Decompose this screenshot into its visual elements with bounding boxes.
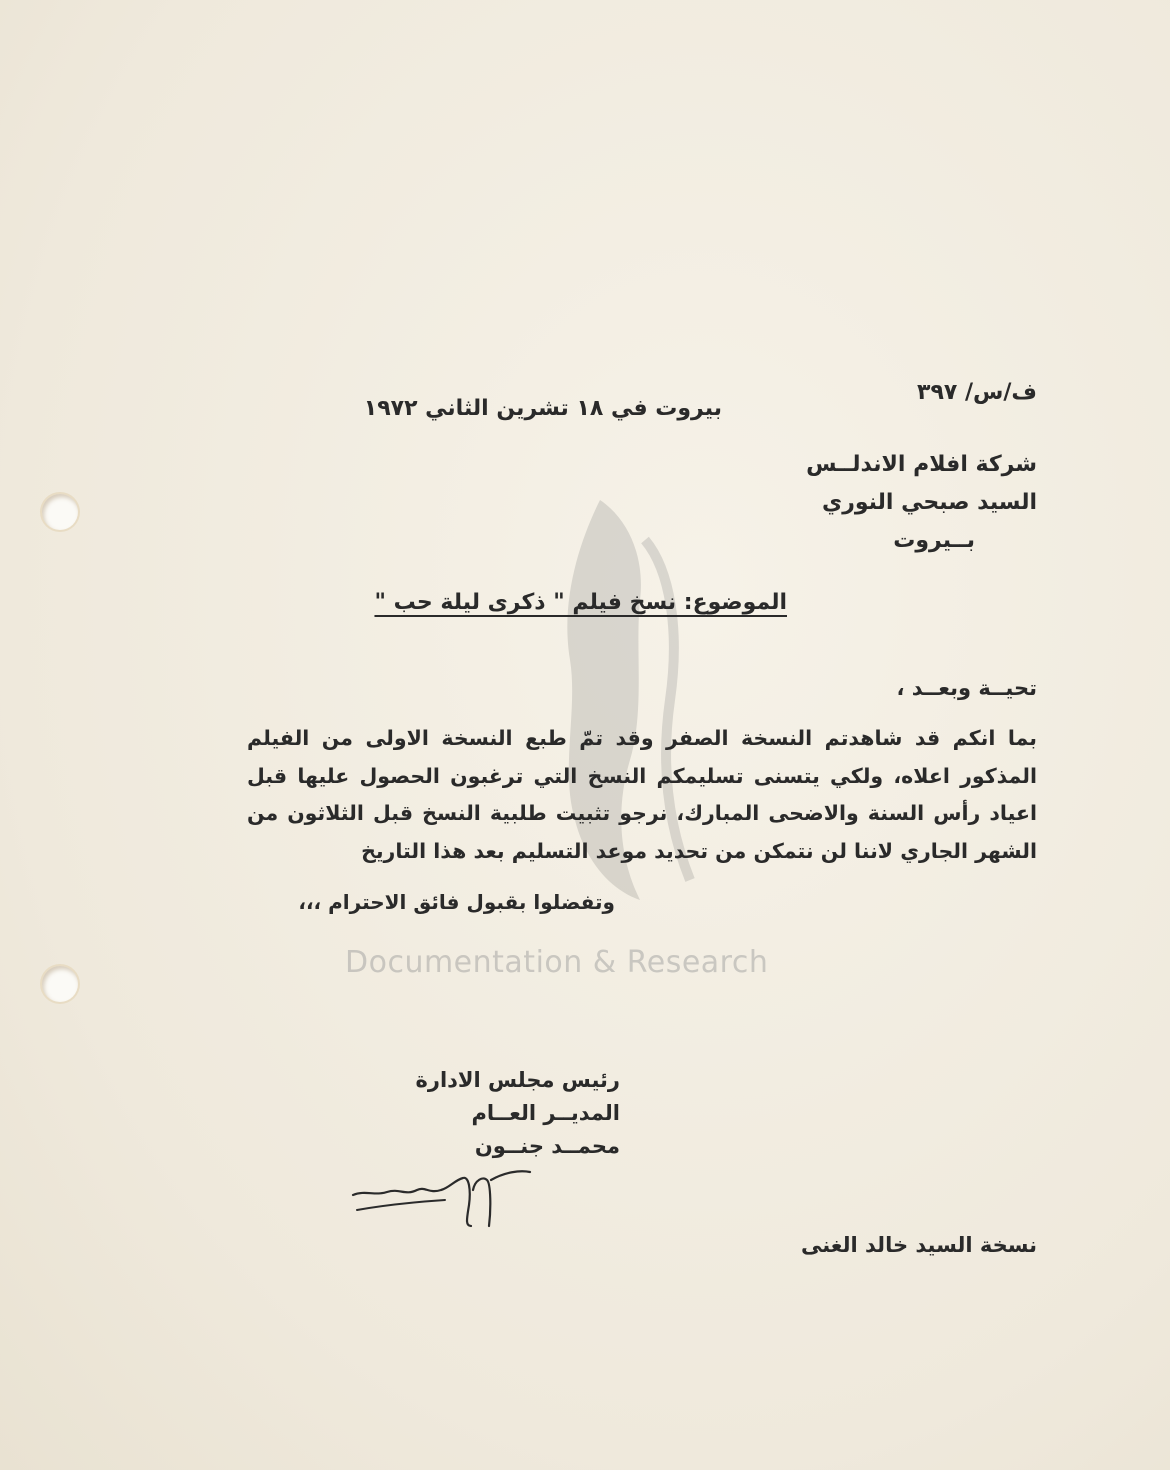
addressee-block: [806, 446, 1037, 560]
signer-name: محمــد جنــون: [474, 1134, 620, 1158]
punch-hole-top: [42, 494, 78, 530]
handwritten-signature: [345, 1150, 535, 1230]
addressee-company: شركة افلام الاندلــس: [806, 452, 1037, 477]
letter-date: بيروت في ١٨ تشرين الثاني ١٩٧٢: [363, 396, 722, 421]
letter-body: بما انكم قد شاهدتم النسخة الصفر وقد تمّ طبع النسخة الاولى من الفيلم المذكور اعلاه، ولكي يتسنى تسليمكم النسخ التي ترغبون الحصول عليها قبل اعياد رأس السنة والاضحى المبارك، نرجو تثبيت طلبية النسخ قبل الثلاثون من الشهر الجاري لاننا لن نتمكن من تحديد موعد التسليم بعد هذا التاريخ: [247, 726, 1037, 863]
letter-subject: الموضوع: نسخ فيلم " ذكرى ليلة حب ": [374, 590, 787, 615]
addressee-person: السيد صبحي النوري: [822, 490, 1037, 515]
addressee-city: بــيروت: [893, 528, 975, 553]
closing-line: وتفضلوا بقبول فائق الاحترام ،،،: [298, 890, 615, 914]
copy-to: نسخة السيد خالد الغنى: [800, 1233, 1037, 1257]
watermark-text: Documentation & Research: [345, 945, 769, 980]
punch-hole-bottom: [42, 966, 78, 1002]
signer-title-chairman: رئيس مجلس الادارة: [415, 1068, 620, 1092]
signature-block: [415, 1064, 620, 1163]
reference-number: ف/س/ ٣٩٧: [917, 380, 1037, 405]
signer-title-director: المديــر العــام: [471, 1101, 620, 1125]
greeting: تحيــة وبعــد ،: [896, 676, 1037, 700]
